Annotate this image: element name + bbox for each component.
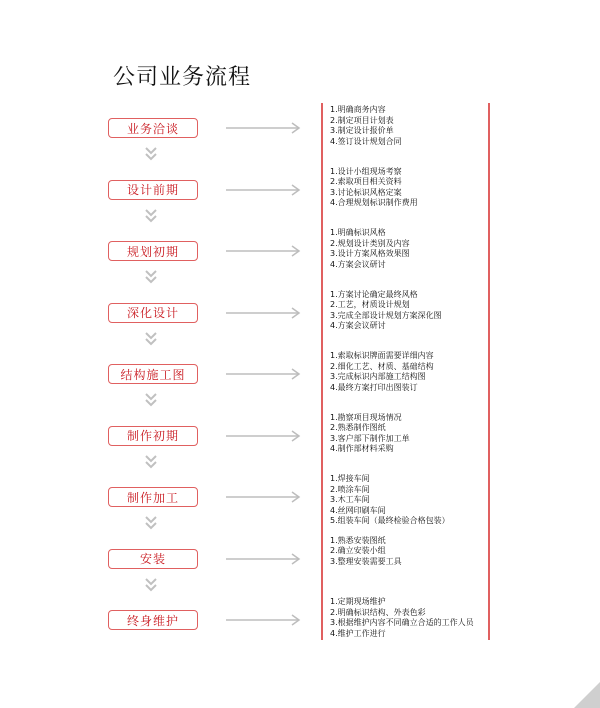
step-label: 安装 — [108, 549, 198, 569]
detail-item: 1.设计小组现场考察 — [330, 166, 402, 176]
process-step — [0, 105, 600, 180]
right-arrow-icon — [226, 184, 302, 196]
double-chevron-down-icon — [144, 392, 158, 408]
detail-item: 1.明确标识风格 — [330, 228, 386, 237]
process-step — [0, 166, 600, 242]
right-arrow-icon — [226, 553, 302, 565]
detail-item: 3.木工车间 — [330, 495, 370, 504]
double-chevron-down-icon — [144, 331, 158, 347]
detail-item: 1.焊接车间 — [330, 474, 370, 483]
process-step — [0, 412, 600, 488]
step-details — [330, 536, 402, 568]
right-arrow-icon — [226, 122, 302, 134]
process-step — [0, 228, 600, 303]
process-step — [0, 351, 600, 426]
step-label: 制作加工 — [108, 487, 198, 507]
step-label: 规划初期 — [108, 241, 198, 261]
step-details — [330, 474, 450, 527]
step-details — [330, 228, 410, 270]
step-details — [330, 351, 434, 393]
step-label: 终身维护 — [108, 610, 198, 630]
detail-item: 2.喷涂车间 — [330, 484, 370, 494]
right-arrow-icon — [226, 614, 302, 626]
step-details — [330, 597, 474, 639]
double-chevron-down-icon — [144, 577, 158, 593]
detail-item: 3.设计方案风格效果图 — [330, 249, 410, 258]
page-fold-corner — [574, 682, 600, 708]
step-label: 设计前期 — [108, 180, 198, 200]
detail-item: 4.签订设计规划合同 — [330, 136, 402, 146]
double-chevron-down-icon — [144, 269, 158, 285]
right-arrow-icon — [226, 368, 302, 380]
detail-item: 2.规划设计类别及内容 — [330, 238, 410, 248]
process-step — [0, 597, 600, 672]
detail-item: 5.组装车间（最终检验合格包装） — [330, 516, 450, 525]
step-label: 业务洽谈 — [108, 118, 198, 138]
step-details — [330, 105, 402, 147]
detail-item: 2.索取项目相关资料 — [330, 177, 402, 186]
detail-item: 3.制定设计报价单 — [330, 126, 394, 135]
detail-item: 3.讨论标识风格定案 — [330, 187, 402, 197]
detail-item: 4.合理规划标识制作费用 — [330, 198, 418, 207]
double-chevron-down-icon — [144, 454, 158, 470]
detail-item: 4.方案会议研讨 — [330, 321, 386, 330]
detail-item: 2.制定项目计划表 — [330, 115, 394, 125]
double-chevron-down-icon — [144, 146, 158, 162]
detail-item: 3.整理安装需要工具 — [330, 556, 402, 566]
detail-item: 4.制作部材料采购 — [330, 444, 394, 453]
detail-item: 4.最终方案打印出图装订 — [330, 382, 418, 392]
detail-item: 2.工艺，材质设计规划 — [330, 300, 410, 309]
step-details — [330, 413, 410, 455]
step-label: 制作初期 — [108, 426, 198, 446]
double-chevron-down-icon — [144, 515, 158, 531]
detail-item: 4.方案会议研讨 — [330, 259, 386, 269]
step-label: 结构施工图 — [108, 364, 198, 384]
detail-item: 3.客户部下制作加工单 — [330, 433, 410, 443]
detail-item: 2.细化工艺、材质、基础结构 — [330, 361, 434, 371]
step-details — [330, 167, 418, 209]
detail-item: 2.明确标识结构、外表色彩 — [330, 607, 426, 617]
page-title: 公司业务流程 — [113, 65, 252, 90]
detail-item: 1.明确商务内容 — [330, 105, 386, 114]
detail-item: 1.方案讨论确定最终风格 — [330, 289, 418, 299]
double-chevron-down-icon — [144, 208, 158, 224]
detail-item: 1.勘察项目现场情况 — [330, 412, 402, 422]
detail-item: 4.维护工作进行 — [330, 628, 386, 638]
process-step — [0, 474, 600, 549]
step-details — [330, 290, 442, 332]
detail-item: 3.根据维护内容不同确立合适的工作人员 — [330, 618, 474, 627]
right-arrow-icon — [226, 491, 302, 503]
detail-item: 3.完成全部设计规划方案深化图 — [330, 310, 442, 320]
right-arrow-icon — [226, 307, 302, 319]
detail-item: 2.确立安装小组 — [330, 546, 386, 555]
detail-item: 4.丝网印刷车间 — [330, 505, 386, 515]
detail-item: 2.熟悉制作图纸 — [330, 423, 386, 432]
detail-item: 1.熟悉安装图纸 — [330, 535, 386, 545]
process-step — [0, 289, 600, 365]
right-arrow-icon — [226, 430, 302, 442]
right-arrow-icon — [226, 245, 302, 257]
detail-item: 1.索取标识牌面需要详细内容 — [330, 351, 434, 360]
detail-item: 3.完成标识内部施工结构图 — [330, 372, 426, 381]
step-label: 深化设计 — [108, 303, 198, 323]
detail-item: 1.定期现场维护 — [330, 597, 386, 606]
process-step — [0, 535, 600, 611]
